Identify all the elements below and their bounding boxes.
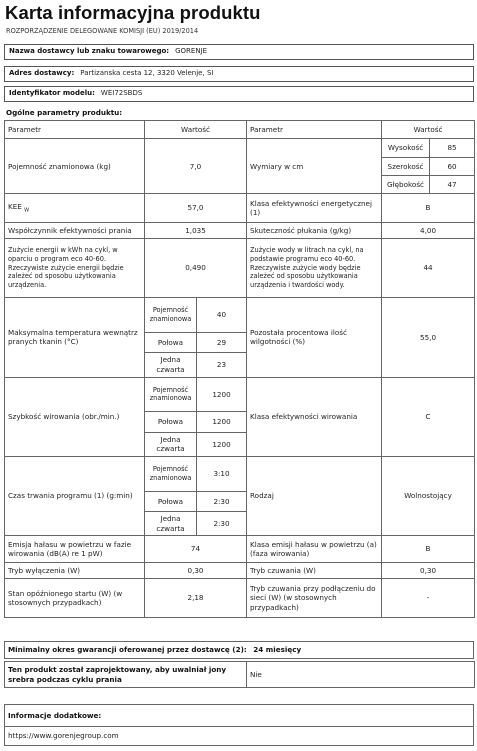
warranty-row xyxy=(5,642,474,659)
silver-table xyxy=(4,661,475,688)
duration-quarter-label: Jedna czwarta xyxy=(145,512,197,536)
energy-class-value: B xyxy=(382,194,475,223)
height-value: 85 xyxy=(430,139,475,157)
spin-quarter-label: Jedna czwarta xyxy=(145,432,197,456)
energy-class-label: Klasa efektywności energetycznej (1) xyxy=(247,194,382,223)
parameters-table xyxy=(4,120,475,618)
spin-half-value: 1200 xyxy=(197,412,247,432)
temp-half-value: 29 xyxy=(197,332,247,352)
delay-start-value: 2,18 xyxy=(145,579,247,618)
off-mode-value: 0,30 xyxy=(145,562,247,578)
width-value: 60 xyxy=(430,157,475,175)
spin-speed-label: Szybkość wirowania (obr./min.) xyxy=(5,377,145,456)
additional-info-table xyxy=(4,704,474,746)
noise-class-value: B xyxy=(382,536,475,562)
type-value: Wolnostojący xyxy=(382,457,475,536)
spin-full-label: Pojemność znamionowa xyxy=(145,377,197,412)
supplier-value: GORENJE xyxy=(175,47,208,56)
temp-full-value: 40 xyxy=(197,298,247,333)
additional-info-url[interactable]: https://www.gorenjegroup.com xyxy=(5,726,474,745)
table-header xyxy=(5,121,475,139)
header-param-left: Parametr xyxy=(5,121,145,139)
networked-standby-value: - xyxy=(382,579,475,618)
additional-info-label: Informacje dodatkowe: xyxy=(5,705,474,727)
washing-eff-value: 1,035 xyxy=(145,222,247,238)
rinsing-eff-label: Skuteczność płukania (g/kg) xyxy=(247,222,382,238)
model-label: Identyfikator modelu: xyxy=(9,89,95,98)
standby-label: Tryb czuwania (W) xyxy=(247,562,382,578)
temp-full-label: Pojemność znamionowa xyxy=(145,298,197,333)
regulation-text: ROZPORZĄDZENIE DELEGOWANE KOMISJI (EU) 2019/2014 xyxy=(6,27,199,35)
depth-value: 47 xyxy=(430,175,475,193)
duration-full-label: Pojemność znamionowa xyxy=(145,457,197,492)
temp-quarter-value: 23 xyxy=(197,353,247,377)
temp-quarter-label: Jedna czwarta xyxy=(145,353,197,377)
header-value-right: Wartość xyxy=(382,121,475,139)
capacity-value: 7,0 xyxy=(145,139,247,194)
spin-full-value: 1200 xyxy=(197,377,247,412)
supplier-label: Nazwa dostawcy lub znaku towarowego: xyxy=(9,47,170,56)
spin-quarter-value: 1200 xyxy=(197,432,247,456)
warranty-value: 24 miesięcy xyxy=(253,645,302,655)
spin-half-label: Połowa xyxy=(145,412,197,432)
washing-eff-label: Współczynnik efektywności prania xyxy=(5,222,145,238)
warranty-label: Minimalny okres gwarancji oferowanej przez dostawcę (2): xyxy=(8,645,247,655)
energy-cycle-value: 0,490 xyxy=(145,239,247,298)
rinsing-eff-value: 4,00 xyxy=(382,222,475,238)
warranty-table xyxy=(4,641,474,659)
model-value: WEI72SBDS xyxy=(100,89,143,98)
off-mode-label: Tryb wyłączenia (W) xyxy=(5,562,145,578)
general-parameters-label: Ogólne parametry produktu: xyxy=(6,108,123,117)
water-cycle-label: Zużycie wody w litrach na cykl, na podstawie programu eco 40-60. Rzeczywiste zużycie wody będzie zależeć od sposobu użytkowania urządzenia i twardości wody. xyxy=(247,239,382,298)
moisture-label: Pozostała procentowa ilość wilgotności (%) xyxy=(247,298,382,377)
standby-value: 0,30 xyxy=(382,562,475,578)
address-label: Adres dostawcy: xyxy=(9,69,75,78)
silver-label: Ten produkt został zaprojektowany, aby uwalniał jony srebra podczas cyklu prania xyxy=(5,662,247,688)
temperature-label: Maksymalna temperatura wewnątrz pranych tkanin (°C) xyxy=(5,298,145,377)
duration-label: Czas trwania programu (1) (g:min) xyxy=(5,457,145,536)
moisture-value: 55,0 xyxy=(382,298,475,377)
header-value-left: Wartość xyxy=(145,121,247,139)
address-value: Partizanska cesta 12, 3320 Velenje, SI xyxy=(80,69,214,78)
address-row xyxy=(4,66,474,82)
spin-class-label: Klasa efektywności wirowania xyxy=(247,377,382,456)
height-label: Wysokość xyxy=(382,139,430,157)
supplier-row xyxy=(4,44,474,60)
eei-label: KEE $_W$ xyxy=(5,194,145,223)
page-title: Karta informacyjna produktu xyxy=(5,2,261,23)
silver-value: Nie xyxy=(247,662,475,688)
duration-quarter-value: 2:30 xyxy=(197,512,247,536)
width-label: Szerokość xyxy=(382,157,430,175)
delay-start-label: Stan opóźnionego startu (W) (w stosownych przypadkach) xyxy=(5,579,145,618)
duration-full-value: 3:10 xyxy=(197,457,247,492)
type-label: Rodzaj xyxy=(247,457,382,536)
water-cycle-value: 44 xyxy=(382,239,475,298)
spin-class-value: C xyxy=(382,377,475,456)
networked-standby-label: Tryb czuwania przy podłączeniu do sieci (W) (w stosownych przypadkach) xyxy=(247,579,382,618)
depth-label: Głębokość xyxy=(382,175,430,193)
noise-label: Emisja hałasu w powietrzu w fazie wirowania (dB(A) re 1 pW) xyxy=(5,536,145,562)
energy-cycle-label: Zużycie energii w kWh na cykl, w oparciu o program eco 40-60. Rzeczywiste zużycie energii będzie zależeć od sposobu użytkowania urządzenia. xyxy=(5,239,145,298)
noise-class-label: Klasa emisji hałasu w powietrzu (a) (faza wirowania) xyxy=(247,536,382,562)
duration-half-label: Połowa xyxy=(145,491,197,511)
model-row xyxy=(4,86,474,102)
eei-value: 57,0 xyxy=(145,194,247,223)
header-param-right: Parametr xyxy=(247,121,382,139)
temp-half-label: Połowa xyxy=(145,332,197,352)
dimensions-label: Wymiary w cm xyxy=(247,139,382,194)
duration-half-value: 2:30 xyxy=(197,491,247,511)
noise-value: 74 xyxy=(145,536,247,562)
capacity-label: Pojemność znamionowa (kg) xyxy=(5,139,145,194)
